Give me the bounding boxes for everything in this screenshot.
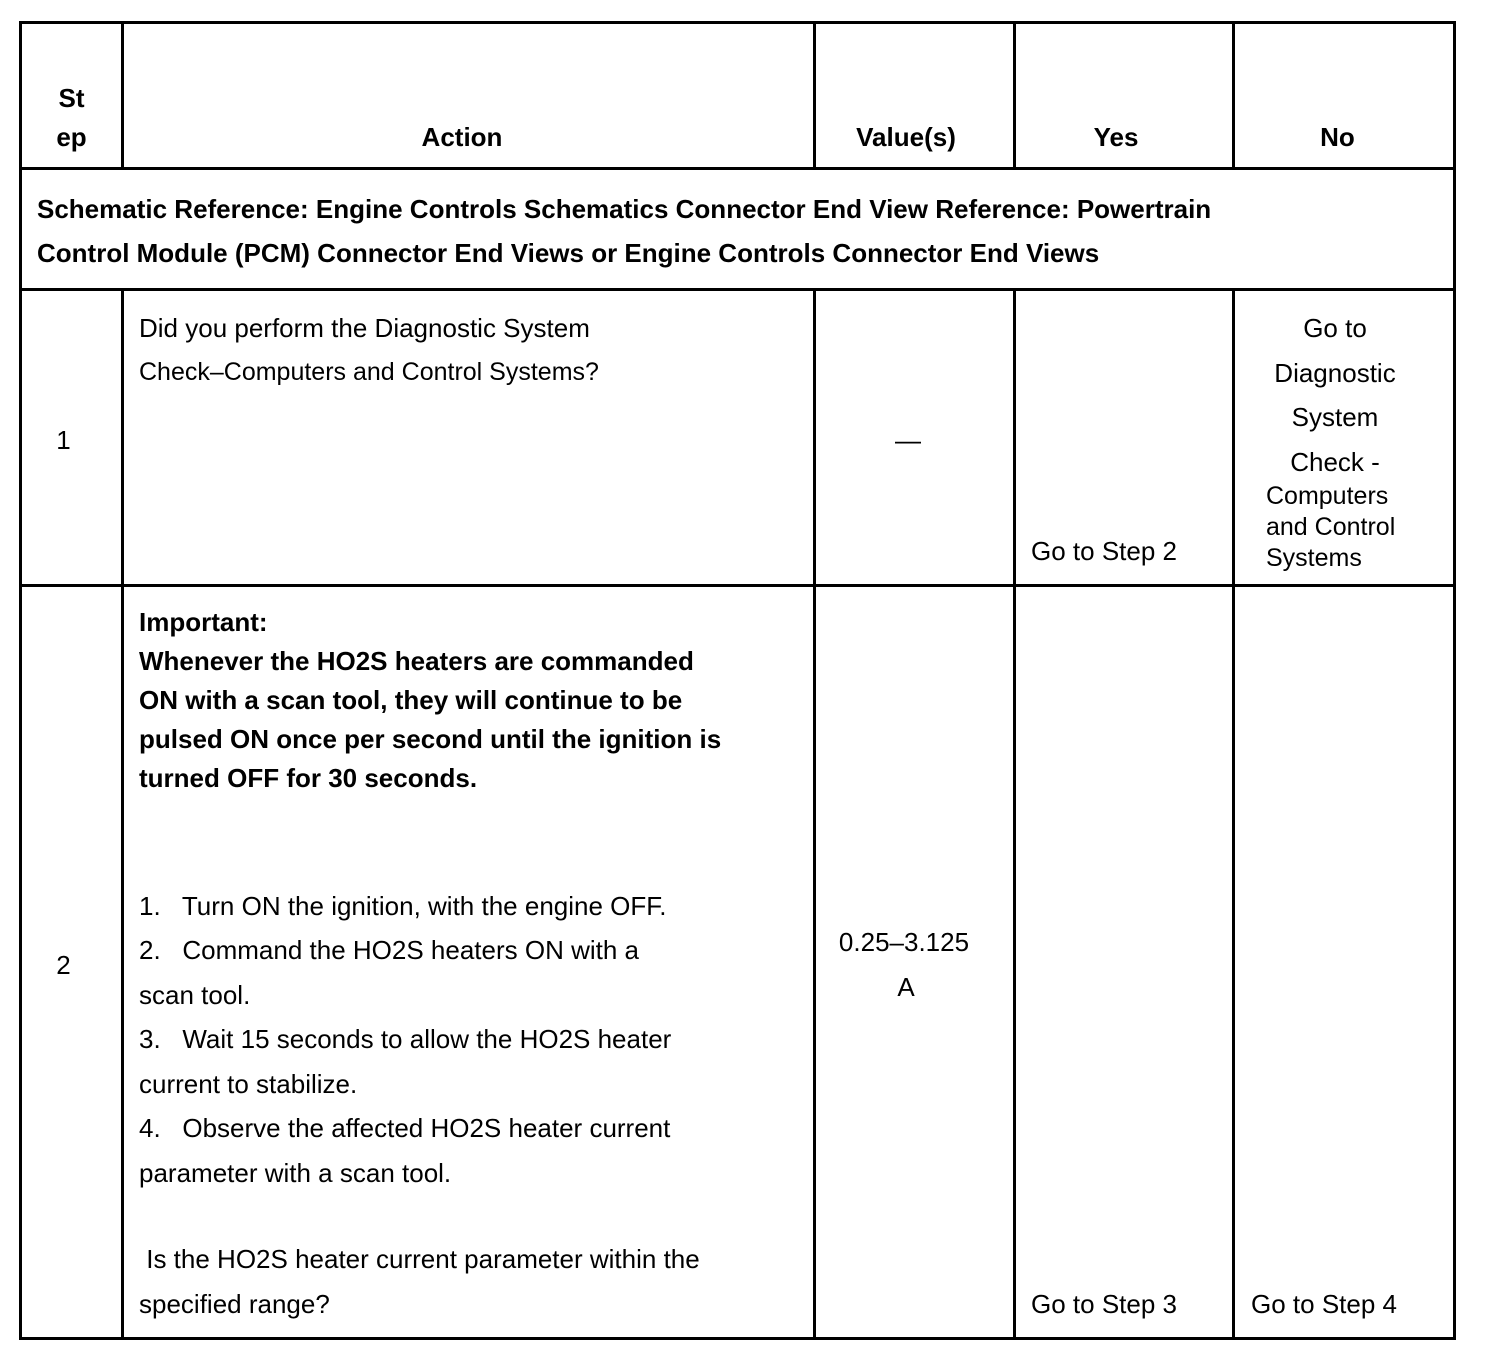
table-border-top bbox=[19, 21, 1456, 24]
row-2-important-line-4: turned OFF for 30 seconds. bbox=[139, 763, 478, 793]
reference-line-1: Schematic Reference: Engine Controls Schematics Connector End View Reference: Powertrain bbox=[37, 194, 1212, 224]
row-2-yes: Go to Step 3 bbox=[1031, 1289, 1177, 1319]
row-2-step-item-4-cont: parameter with a scan tool. bbox=[139, 1158, 452, 1188]
row-1-action-line-1: Did you perform the Diagnostic System bbox=[139, 313, 590, 343]
row-1-action-line-2: Check–Computers and Control Systems? bbox=[139, 358, 599, 386]
row-2-step-item-4: 4. Observe the affected HO2S heater current bbox=[139, 1113, 671, 1143]
row-1-no-line-4: Check - bbox=[1290, 447, 1380, 477]
row-2-value-line-2: A bbox=[897, 972, 915, 1002]
row-2-question-line-1: Is the HO2S heater current parameter within the bbox=[139, 1244, 700, 1274]
row-2-important-line-1: Whenever the HO2S heaters are commanded bbox=[139, 646, 694, 676]
row-1-yes: Go to Step 2 bbox=[1031, 536, 1177, 566]
row-1-divider bbox=[19, 584, 1456, 587]
row-2-step-item-3-cont: current to stabilize. bbox=[139, 1069, 358, 1099]
header-action: Action bbox=[421, 122, 503, 152]
row-2-no: Go to Step 4 bbox=[1251, 1289, 1397, 1319]
header-step-line1: St bbox=[58, 83, 85, 113]
col-divider-yes-body bbox=[1232, 288, 1235, 1340]
header-no: No bbox=[1320, 122, 1355, 152]
row-1-no-line-1: Go to bbox=[1303, 313, 1367, 343]
row-2-step: 2 bbox=[56, 950, 71, 980]
row-2-important-label: Important: bbox=[139, 607, 268, 637]
row-1-no-line-2: Diagnostic bbox=[1274, 358, 1396, 388]
table-border-bottom bbox=[19, 1337, 1456, 1340]
table-border-right bbox=[1453, 21, 1456, 1340]
row-1-no-line-7: Systems bbox=[1266, 544, 1362, 572]
header-divider bbox=[19, 167, 1456, 170]
row-2-question-line-2: specified range? bbox=[139, 1289, 330, 1319]
row-1-no-line-6: and Control bbox=[1266, 513, 1396, 541]
row-2-step-item-1: 1. Turn ON the ignition, with the engine OFF. bbox=[139, 891, 667, 921]
reference-divider bbox=[19, 288, 1456, 291]
row-2-important-line-3: pulsed ON once per second until the ignition is bbox=[139, 724, 722, 754]
row-2-important-line-2: ON with a scan tool, they will continue to be bbox=[139, 685, 683, 715]
row-1-no-line-3: System bbox=[1291, 402, 1379, 432]
header-yes: Yes bbox=[1093, 122, 1139, 152]
row-1-no-line-5: Computers bbox=[1266, 482, 1389, 510]
reference-line-2: Control Module (PCM) Connector End Views or Engine Controls Connector End Views bbox=[37, 238, 1100, 268]
col-divider-step-body bbox=[121, 288, 124, 1340]
table-border-left bbox=[19, 21, 22, 1340]
row-2-step-item-3: 3. Wait 15 seconds to allow the HO2S heater bbox=[139, 1024, 672, 1054]
row-1-value: — bbox=[895, 425, 921, 455]
row-2-step-item-2-cont: scan tool. bbox=[139, 980, 251, 1010]
col-divider-values-body bbox=[1013, 288, 1016, 1340]
row-2-value-line-1: 0.25–3.125 bbox=[838, 927, 970, 957]
header-values: Value(s) bbox=[856, 122, 956, 152]
row-1-step: 1 bbox=[56, 425, 71, 455]
row-2-step-item-2: 2. Command the HO2S heaters ON with a bbox=[139, 935, 639, 965]
header-step-line2: ep bbox=[56, 122, 87, 152]
